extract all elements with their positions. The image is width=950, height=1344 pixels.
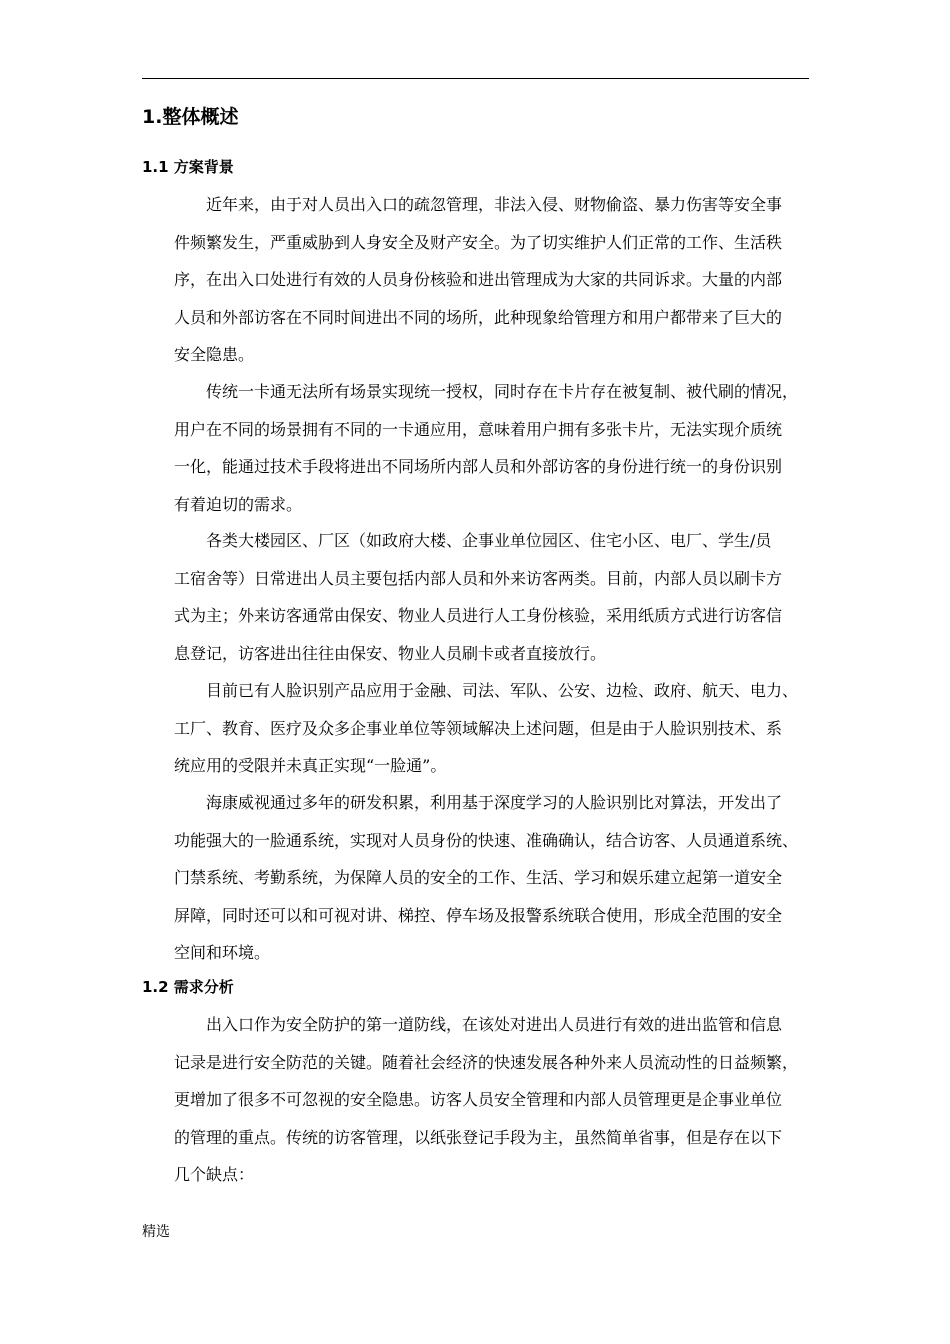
paragraph-line: 人员和外部访客在不同时间进出不同的场所，此种现象给管理方和用户都带来了巨大的 (174, 307, 783, 327)
paragraph-line: 工宿舍等）日常进出人员主要包括内部人员和外来访客两类。目前，内部人员以刷卡方 (174, 568, 783, 588)
paragraph (174, 784, 814, 972)
paragraph-line: 一化，能通过技术手段将进出不同场所内部人员和外部访客的身份进行统一的身份识别 (174, 457, 783, 476)
paragraph-line: 件频繁发生，严重威胁到人身安全及财产安全。为了切实维护人们正常的工作、生活秩 (174, 232, 783, 252)
paragraph-line: 出入口作为安全防护的第一道防线，在该处对进出人员进行有效的进出监管和信息 (206, 1015, 783, 1034)
paragraph-line: 屏障，同时还可以和可视对讲、梯控、停车场及报警系统联合使用，形成全范围的安全 (174, 905, 783, 925)
paragraph-line: 海康威视通过多年的研发积累，利用基于深度学习的人脸识别比对算法，开发出了 (206, 793, 783, 812)
page-footer: 精选 (142, 1224, 170, 1240)
paragraph-line: 安全隐患。 (174, 345, 255, 364)
paragraph-line: 的管理的重点。传统的访客管理，以纸张登记手段为主，虽然简单省事，但是存在以下 (174, 1127, 783, 1147)
paragraph-line: 近年来，由于对人员出入口的疏忽管理，非法入侵、财物偷盗、暴力伤害等安全事 (206, 195, 783, 214)
paragraph-line: 式为主；外来访客通常由保安、物业人员进行人工身份核验，采用纸质方式进行访客信 (174, 606, 783, 625)
paragraph (174, 373, 814, 523)
paragraph-line: 传统一卡通无法所有场景实现统一授权，同时存在卡片存在被复制、被代刷的情况， (206, 382, 799, 401)
paragraph-line: 工厂、教育、医疗及众多企事业单位等领域解决上述问题，但是由于人脸识别技术、系 (174, 718, 783, 738)
paragraph-line: 功能强大的一脸通系统，实现对人员身份的快速、准确确认，结合访客、人员通道系统、 (174, 830, 799, 850)
paragraph-line: 门禁系统、考勤系统，为保障人员的安全的工作、生活、学习和娱乐建立起第一道安全 (174, 868, 783, 887)
paragraph-line: 序，在出入口处进行有效的人员身份核验和进出管理成为大家的共同诉求。大量的内部 (174, 270, 783, 289)
paragraph (174, 186, 814, 374)
paragraph-line: 记录是进行安全防范的关键。随着社会经济的快速发展各种外来人员流动性的日益频繁， (174, 1052, 799, 1072)
paragraph (174, 522, 814, 672)
paragraph (174, 1006, 814, 1194)
section-heading-requirements: 1.2 需求分析 (142, 978, 234, 996)
paragraph-line: 空间和环境。 (174, 943, 271, 962)
paragraph-line: 用户在不同的场景拥有不同的一卡通应用，意味着用户拥有多张卡片，无法实现介质统 (174, 419, 783, 439)
paragraph-line: 目前已有人脸识别产品应用于金融、司法、军队、公安、边检、政府、航天、电力、 (206, 681, 799, 700)
paragraph-line: 有着迫切的需求。 (174, 494, 303, 514)
paragraph-line: 各类大楼园区、厂区（如政府大楼、企事业单位园区、住宅小区、电厂、学生/员 (206, 531, 772, 550)
header-rule (142, 78, 809, 79)
paragraph-line: 更增加了很多不可忽视的安全隐患。访客人员安全管理和内部人员管理更是企事业单位 (174, 1090, 783, 1109)
chapter-heading: 1.整体概述 (142, 106, 239, 128)
section-heading-background: 1.1 方案背景 (142, 158, 234, 176)
paragraph-line: 统应用的受限并未真正实现“一脸通”。 (174, 756, 447, 775)
paragraph-line: 息登记，访客进出往往由保安、物业人员刷卡或者直接放行。 (174, 643, 607, 663)
paragraph (174, 672, 814, 785)
paragraph-line: 几个缺点： (174, 1165, 255, 1184)
